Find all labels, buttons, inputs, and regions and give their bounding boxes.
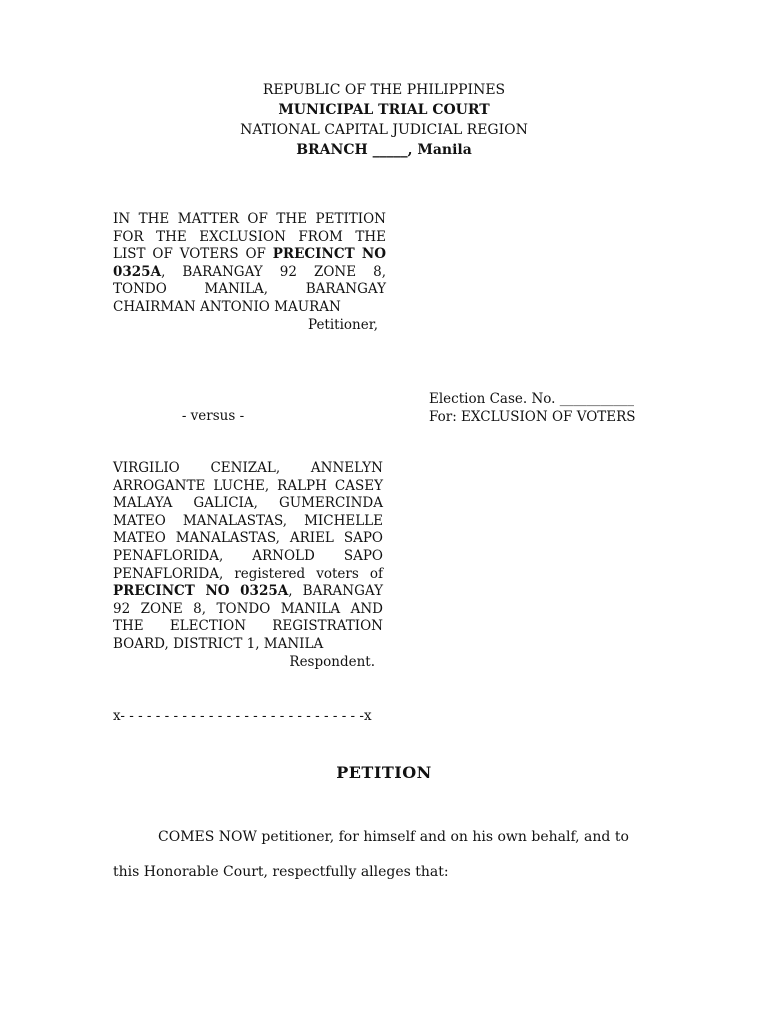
versus-label: - versus - bbox=[181, 408, 245, 424]
matter-text-before: IN THE MATTER OF THE PETITION FOR THE EXCLUSION FROM THE LIST OF VOTERS OF bbox=[113, 211, 386, 263]
document-title: PETITION bbox=[336, 763, 432, 782]
petitioner-caption bbox=[113, 211, 386, 334]
petitioner-caption-text bbox=[113, 211, 386, 317]
branch-line: BRANCH _____, Manila bbox=[296, 142, 472, 158]
matter-precinct: PRECINCT NO 0325A bbox=[113, 246, 386, 280]
body-paragraph-2: this Honorable Court, respectfully alleges that: bbox=[113, 864, 449, 880]
caption-divider: x- - - - - - - - - - - - - - - - - - - - - - - - - - - -x bbox=[113, 708, 372, 724]
respondents-text-before: VIRGILIO CENIZAL, ANNELYN ARROGANTE LUCHE, RALPH CASEY MALAYA GALICIA, GUMERCINDA MATEO MANALASTAS, MICHELLE MATEO MANALASTAS, ARIEL SAPO PENAFLORIDA, ARNOLD SAPO PENAFLORIDA, registered voters of bbox=[113, 460, 383, 582]
republic-line: REPUBLIC OF THE PHILIPPINES bbox=[262, 82, 506, 98]
petitioner-role: Petitioner, bbox=[307, 316, 378, 333]
court-name: MUNICIPAL TRIAL COURT bbox=[278, 102, 490, 118]
judicial-region: NATIONAL CAPITAL JUDICIAL REGION bbox=[240, 122, 528, 138]
respondents-text-after: , BARANGAY 92 ZONE 8, TONDO MANILA AND THE ELECTION REGISTRATION BOARD, DISTRICT 1, MANILA bbox=[113, 583, 383, 652]
matter-text-after: , BARANGAY 92 ZONE 8, TONDO MANILA, BARANGAY CHAIRMAN ANTONIO MAURAN bbox=[113, 263, 386, 315]
respondent-caption-text bbox=[113, 460, 383, 654]
court-header bbox=[0, 80, 768, 160]
respondent-caption bbox=[113, 460, 383, 671]
body-paragraph-1: COMES NOW petitioner, for himself and on his own behalf, and to bbox=[158, 829, 629, 845]
case-for: For: EXCLUSION OF VOTERS bbox=[429, 409, 636, 425]
respondent-role: Respondent. bbox=[289, 653, 375, 670]
respondents-precinct: PRECINCT NO 0325A bbox=[113, 583, 289, 600]
case-number: Election Case. No. ___________ bbox=[429, 391, 634, 407]
case-info bbox=[429, 390, 636, 426]
